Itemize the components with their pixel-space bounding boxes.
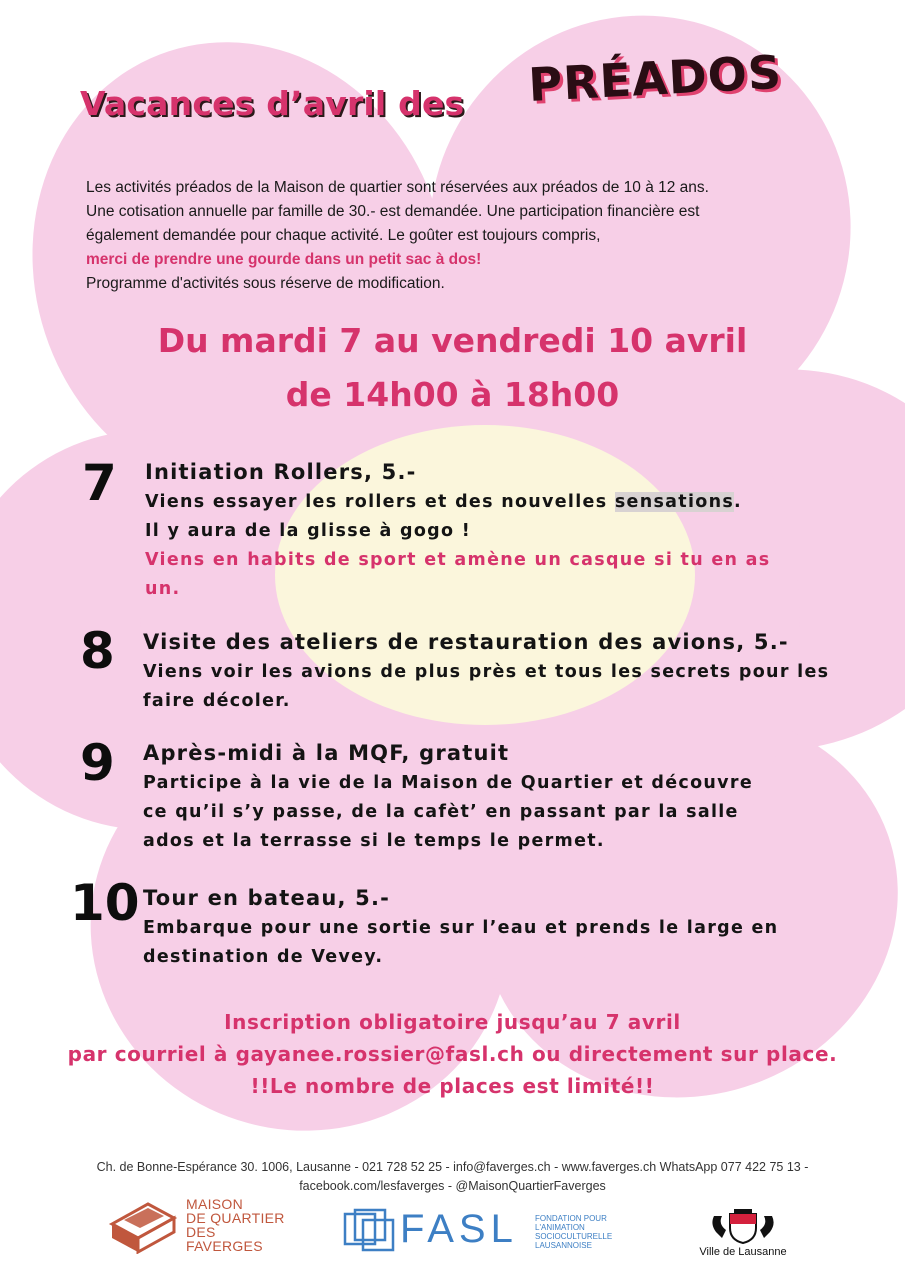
lausanne-logo-text: Ville de Lausanne bbox=[699, 1246, 787, 1258]
mq-logo-icon bbox=[108, 1196, 180, 1254]
activity-line bbox=[145, 488, 770, 517]
activity-line: ados et la terrasse si le temps le permet. bbox=[143, 831, 605, 851]
fasl-sub-line: LAUSANNOISE bbox=[535, 1241, 592, 1250]
mq-logo-line: DES bbox=[186, 1224, 216, 1240]
logo-maison-de-quartier bbox=[108, 1196, 308, 1256]
activity-line: destination de Vevey. bbox=[143, 947, 384, 967]
activity-line: Viens voir les avions de plus près et tous les secrets pour les bbox=[143, 662, 830, 682]
activity-title: Initiation Rollers, 5.- bbox=[145, 460, 417, 484]
fasl-sub-line: L'ANIMATION bbox=[535, 1223, 585, 1232]
fasl-logo-word: FASL bbox=[400, 1207, 518, 1251]
day-number: 10 bbox=[70, 874, 140, 932]
activity-7 bbox=[145, 456, 770, 604]
highlighted-word: sensations bbox=[614, 492, 735, 512]
mq-logo-line: DE QUARTIER bbox=[186, 1210, 285, 1226]
activity-8 bbox=[143, 626, 829, 716]
logo-ville-de-lausanne bbox=[688, 1208, 798, 1262]
hours-line: de 14h00 à 18h00 bbox=[285, 375, 620, 414]
logo-fasl bbox=[343, 1206, 643, 1256]
fasl-sub-line: SOCIOCULTURELLE bbox=[535, 1232, 613, 1241]
activity-note: un. bbox=[145, 579, 181, 599]
activity-line: Participe à la vie de la Maison de Quartier et découvre bbox=[143, 773, 753, 793]
intro-line: Programme d'activités sous réserve de modification. bbox=[86, 275, 445, 292]
lausanne-coat-of-arms-icon bbox=[708, 1208, 778, 1244]
activity-title: Tour en bateau, 5.- bbox=[143, 886, 391, 910]
activity-line: Embarque pour une sortie sur l’eau et prends le large en bbox=[143, 918, 779, 938]
footer-contact bbox=[0, 1158, 905, 1196]
page-title-accent: PRÉADOS bbox=[527, 44, 784, 112]
activity-text: Viens essayer les rollers et des nouvelles bbox=[145, 492, 615, 512]
page-title: Vacances d’avril des bbox=[80, 84, 465, 123]
fasl-logo-icon bbox=[343, 1208, 395, 1252]
intro-text bbox=[86, 176, 826, 296]
footer-line[interactable]: facebook.com/lesfaverges - @MaisonQuartierFaverges bbox=[299, 1179, 606, 1193]
activity-line: faire décoler. bbox=[143, 691, 291, 711]
intro-highlight: merci de prendre une gourde dans un petit sac à dos! bbox=[86, 251, 482, 268]
inscription-warning: !!Le nombre de places est limité!! bbox=[250, 1074, 655, 1098]
activity-line: ce qu’il s’y passe, de la cafèt’ en passant par la salle bbox=[143, 802, 739, 822]
day-number: 8 bbox=[80, 622, 115, 680]
activity-title: Après-midi à la MQF, gratuit bbox=[143, 741, 510, 765]
intro-line: Les activités préados de la Maison de quartier sont réservées aux préados de 10 à 12 ans. bbox=[86, 179, 709, 196]
inscription-line: Inscription obligatoire jusqu’au 7 avril bbox=[224, 1010, 681, 1034]
dates-block bbox=[0, 314, 905, 422]
mq-logo-line: MAISON bbox=[186, 1196, 244, 1212]
activity-note: Viens en habits de sport et amène un casque si tu en as bbox=[145, 550, 771, 570]
inscription-email-line[interactable]: par courriel à gayanee.rossier@fasl.ch ou directement sur place. bbox=[67, 1042, 838, 1066]
activity-text: . bbox=[734, 492, 742, 512]
day-number: 7 bbox=[82, 454, 117, 512]
activity-line: Il y aura de la glisse à gogo ! bbox=[145, 521, 471, 541]
activity-title: Visite des ateliers de restauration des avions, 5.- bbox=[143, 630, 789, 654]
dates-line: Du mardi 7 au vendredi 10 avril bbox=[157, 321, 748, 360]
fasl-logo-subtitle bbox=[535, 1214, 612, 1250]
day-number: 9 bbox=[80, 734, 115, 792]
fasl-sub-line: FONDATION POUR bbox=[535, 1214, 607, 1223]
intro-line: Une cotisation annuelle par famille de 30.- est demandée. Une participation financière est bbox=[86, 203, 700, 220]
footer-line[interactable]: Ch. de Bonne-Espérance 30. 1006, Lausanne - 021 728 52 25 - info@faverges.ch - www.faverges.ch WhatsApp 077 422 75 13 - bbox=[96, 1160, 809, 1174]
inscription-block bbox=[0, 1006, 905, 1102]
mq-logo-text bbox=[186, 1197, 285, 1253]
mq-logo-line: FAVERGES bbox=[186, 1238, 263, 1254]
activity-10 bbox=[143, 882, 778, 972]
intro-line: également demandée pour chaque activité. Le goûter est toujours compris, bbox=[86, 227, 601, 244]
activity-9 bbox=[143, 737, 753, 856]
